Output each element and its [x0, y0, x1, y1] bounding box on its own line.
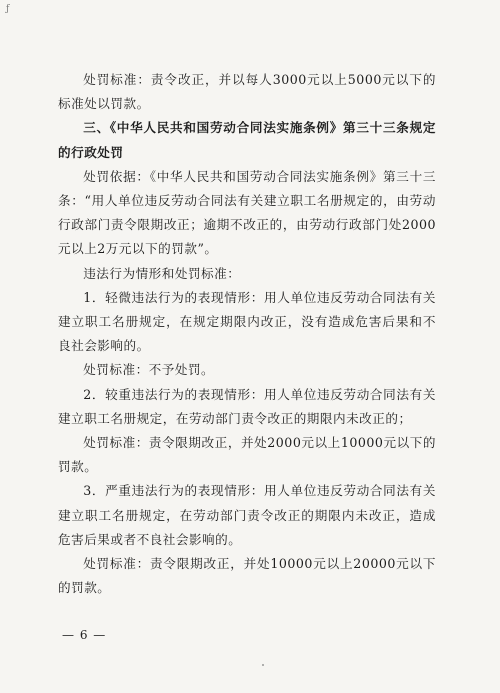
penalty-basis: 处罚依据：《中华人民共和国劳动合同法实施条例》第三十三条：“用人单位违反劳动合同法有关建立职工名册规定的，由劳动行政部门责令限期改正；逾期不改正的，由劳动行政部门处2000元以上2万元以下的罚款”。 [58, 168, 436, 257]
minor-violation-case: 1．轻微违法行为的表现情形：用人单位违反劳动合同法有关建立职工名册规定，在规定期限内改正，没有造成危害后果和不良社会影响的。 [58, 289, 436, 354]
page-number: — 6 — [62, 628, 107, 642]
penalty-standard-previous: 处罚标准：责令改正，并以每人3000元以上5000元以下的标准处以罚款。 [58, 72, 436, 112]
serious-violation-case: 3．严重违法行为的表现情形：用人单位违反劳动合同法有关建立职工名册规定，在劳动部门责令改正的期限内未改正，造成危害后果或者不良社会影响的。 [58, 483, 436, 547]
section-heading-article-33: 三、《中华人民共和国劳动合同法实施条例》第三十三条规定的行政处罚 [58, 120, 436, 160]
document-body [58, 68, 436, 600]
moderate-violation-case: 2．较重违法行为的表现情形：用人单位违反劳动合同法有关建立职工名册规定，在劳动部门责令改正的期限内未改正的； [58, 386, 436, 426]
moderate-violation-standard: 处罚标准：责令限期改正，并处2000元以上10000元以下的罚款。 [58, 435, 436, 475]
scan-mark: ƒ [6, 4, 10, 14]
minor-violation-standard: 处罚标准：不予处罚。 [83, 362, 215, 378]
serious-violation-standard: 处罚标准：责令限期改正，并处10000元以上20000元以下的罚款。 [58, 556, 436, 596]
scan-dot [262, 664, 264, 666]
violation-cases-intro: 违法行为情形和处罚标准： [83, 265, 241, 281]
